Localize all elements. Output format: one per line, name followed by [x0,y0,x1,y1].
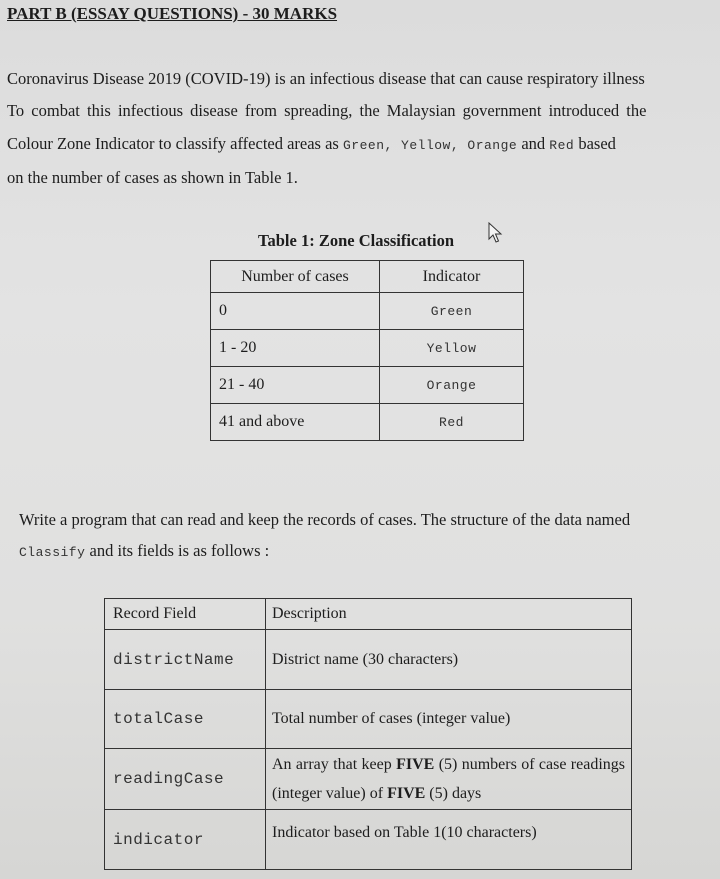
indicator-cell: Yellow [380,330,524,367]
zone-orange-label: Orange [467,138,518,153]
desc-part: (5) numbers of case readings (integer value) of [272,756,625,802]
field-description-cell: District name (30 characters) [266,630,632,690]
desc-bold-five: FIVE [396,756,435,773]
intro-line-4: on the number of cases as shown in Table 1. [7,168,298,187]
field-name-cell: readingCase [105,749,266,810]
table1-caption: Table 1: Zone Classification [258,231,455,250]
intro-based: based [578,134,616,153]
field-description-cell [266,749,632,810]
table-row [211,367,524,404]
field-name-cell: totalCase [105,690,266,749]
desc-bold-five: FIVE [387,785,426,802]
desc-part: An array that keep [272,756,397,773]
table1-header-indicator: Indicator [380,261,524,293]
task-line-2 [19,541,269,561]
field-description-cell: Total number of cases (integer value) [266,690,632,749]
cases-cell: 41 and above [211,404,380,441]
section-heading: PART B (ESSAY QUESTIONS) - 30 MARKS [7,4,338,23]
table2-header-row [105,599,632,630]
intro-line-3-text: Colour Zone Indicator to classify affected areas as [7,134,343,153]
table-row [211,404,524,441]
record-structure-table [104,598,632,870]
table-row [105,810,632,870]
table-row [105,690,632,749]
table1-header-cases: Number of cases [211,261,380,293]
task-line-1: Write a program that can read and keep the records of cases. The structure of the data named [19,510,631,529]
table-row [105,749,632,810]
zone-green-label: Green, [342,138,393,153]
cases-cell: 0 [211,293,380,330]
intro-line-2: To combat this infectious disease from spreading, the Malaysian government introduced the [7,101,647,120]
cases-cell: 21 - 40 [211,367,380,404]
table2-header-field: Record Field [105,599,266,630]
zone-red-label: Red [549,138,575,153]
table-row [211,293,524,330]
intro-and: and [521,134,546,153]
task-line-2-text: and its fields is as follows : [89,541,270,560]
indicator-cell: Red [380,404,524,441]
zone-classification-table [210,260,524,441]
field-description-cell: Indicator based on Table 1(10 characters) [266,810,632,870]
zone-yellow-label: Yellow, [401,138,460,153]
indicator-cell: Green [380,293,524,330]
field-name-cell: indicator [105,810,266,870]
table-row [105,630,632,690]
intro-line-1: Coronavirus Disease 2019 (COVID-19) is an infectious disease that can cause respiratory illness [7,69,645,88]
desc-part: (5) days [425,785,482,802]
table-row [211,330,524,367]
table2-header-description: Description [266,599,632,630]
mouse-pointer-icon [487,222,503,244]
cases-cell: 1 - 20 [211,330,380,367]
table1-header-row [211,261,524,293]
intro-line-3 [7,134,616,154]
struct-name-code: Classify [19,545,86,560]
indicator-cell: Orange [380,367,524,404]
field-name-cell: districtName [105,630,266,690]
